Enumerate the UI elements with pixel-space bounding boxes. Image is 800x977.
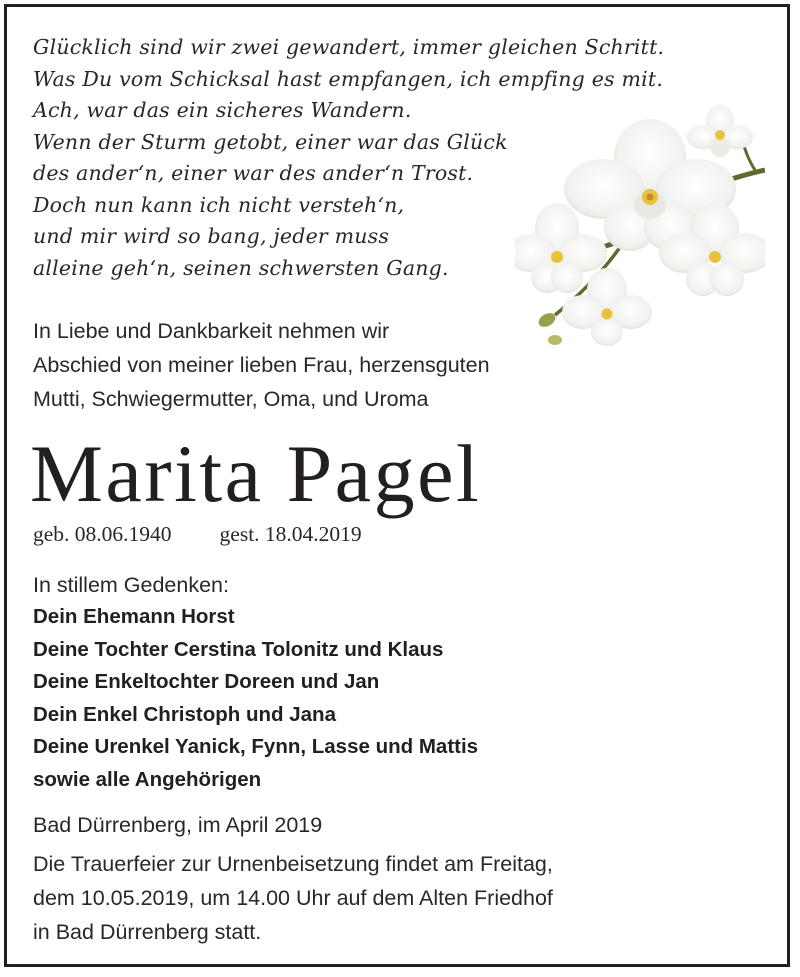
ceremony-line: Die Trauerfeier zur Urnenbeisetzung findet am Freitag, — [33, 852, 553, 876]
mourners-list — [33, 601, 478, 796]
place-and-date — [33, 808, 322, 842]
mourner-item: Dein Enkel Christoph und Jana — [33, 702, 336, 726]
mourner-item: sowie alle Angehörigen — [33, 767, 262, 791]
death-date: gest. 18.04.2019 — [219, 522, 362, 546]
poem-line: und mir wird so bang, jeder muss — [33, 224, 390, 248]
ceremony-line: in Bad Dürrenberg statt. — [33, 920, 262, 944]
poem-line: Ach, war das ein sicheres Wandern. — [33, 98, 412, 122]
poem-line: Was Du vom Schicksal hast empfangen, ich empfing es mit. — [33, 66, 664, 91]
intro-line: Mutti, Schwiegermutter, Oma, und Uroma — [33, 387, 429, 411]
life-dates — [33, 518, 362, 550]
poem-line: alleine geh‘n, seinen schwersten Gang. — [33, 255, 449, 280]
orchid-flower-image — [515, 100, 765, 360]
ceremony-line: dem 10.05.2019, um 14.00 Uhr auf dem Alten Friedhof — [33, 886, 553, 910]
intro-line: Abschied von meiner lieben Frau, herzensguten — [33, 353, 490, 377]
mourner-item: Deine Enkeltochter Doreen und Jan — [33, 670, 380, 693]
poem-line: Doch nun kann ich nicht versteh‘n, — [33, 192, 405, 217]
ceremony-notice — [33, 847, 553, 949]
place-date-text: Bad Dürrenberg, im April 2019 — [33, 813, 323, 837]
remembrance-heading — [33, 568, 229, 602]
intro-line: In Liebe und Dankbarkeit nehmen wir — [33, 319, 390, 343]
poem-line: Glücklich sind wir zwei gewandert, immer gleichen Schritt. — [33, 35, 665, 59]
remembrance-heading-text: In stillem Gedenken: — [33, 573, 229, 597]
intro-text — [33, 314, 490, 416]
mourner-item: Deine Tochter Cerstina Tolonitz und Klaus — [33, 637, 444, 661]
birth-date: geb. 08.06.1940 — [33, 522, 172, 546]
poem-line: Wenn der Sturm getobt, einer war das Glück — [33, 129, 508, 154]
poem-line: des ander‘n, einer war des ander‘n Trost. — [33, 161, 474, 185]
mourner-item: Deine Urenkel Yanick, Fynn, Lasse und Mattis — [33, 735, 479, 758]
mourner-item: Dein Ehemann Horst — [33, 605, 235, 628]
deceased-name: Marita Pagel — [30, 428, 482, 519]
